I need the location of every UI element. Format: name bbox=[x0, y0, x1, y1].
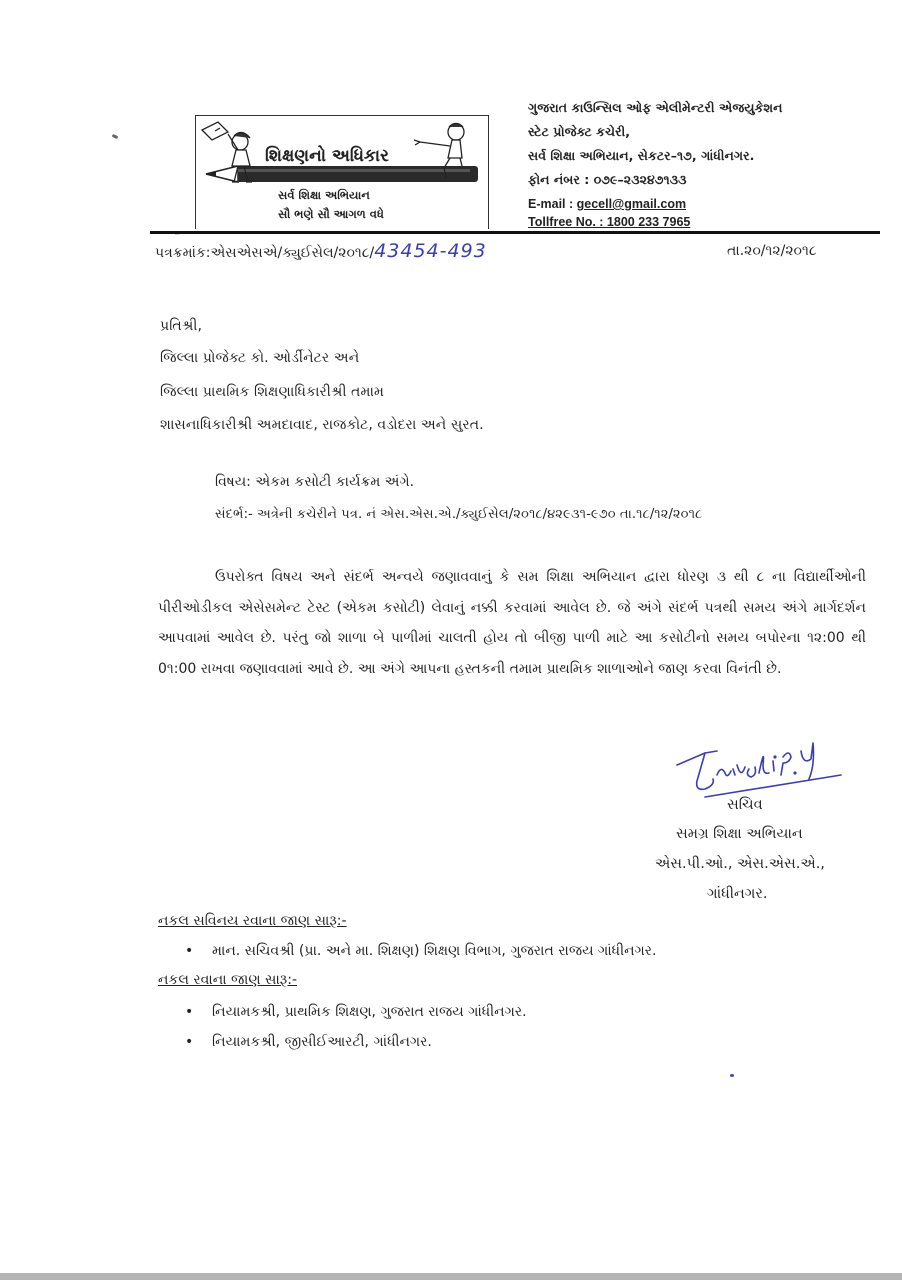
email-link[interactable]: gecell@gmail.com bbox=[576, 197, 687, 211]
subject-line: વિષય: એકમ કસોટી કાર્યક્રમ અંગે. bbox=[215, 474, 415, 490]
signatory-line-3: ગાંધીનગર. bbox=[707, 886, 768, 902]
reference-line: સંદર્ભ:- અત્રેની કચેરીને પત્ર. નં એસ.એસ.એ./ક્યુઈસેલ/૨૦૧૮/૪૨૯૩૧-૯૭૦ તા.૧૮/૧૨/૨૦૧૮ bbox=[215, 507, 703, 522]
header-divider bbox=[150, 231, 880, 234]
org-email bbox=[528, 197, 686, 211]
logo-subtitle: સર્વ શિક્ષા અભિયાન bbox=[278, 188, 370, 202]
reference-number bbox=[155, 240, 487, 262]
org-office: સ્ટેટ પ્રોજેક્ટ કચેરી, bbox=[528, 124, 631, 139]
copy-recipient: નિયામકશ્રી, પ્રાથમિક શિક્ષણ, ગુજરાત રાજય ગાંધીનગર. bbox=[212, 1004, 527, 1020]
scan-edge bbox=[0, 1273, 902, 1280]
copy-recipient: નિયામકશ્રી, જીસીઈઆરટી, ગાંધીનગર. bbox=[212, 1034, 432, 1050]
body-text bbox=[158, 562, 866, 684]
copy-list-item bbox=[185, 943, 656, 959]
bullet-icon: • bbox=[185, 1004, 194, 1020]
letter-date: તા.૨૦/૧૨/૨૦૧૮ bbox=[727, 243, 817, 259]
org-tollfree: Tollfree No. : 1800 233 7965 bbox=[528, 215, 691, 229]
reference-prefix: પત્રક્રમાંક:એસએસએ/ક્યુઈસેલ/૨૦૧૮/ bbox=[155, 245, 375, 261]
addressee-line-3: શાસનાધિકારીશ્રી અમદાવાદ, રાજકોટ, વડોદરા અને સુરત. bbox=[160, 417, 484, 433]
copy-heading-courtesy: નકલ સવિનય રવાના જાણ સારૂ:- bbox=[158, 913, 347, 929]
copy-list-item bbox=[185, 1034, 432, 1050]
bullet-icon: • bbox=[185, 943, 194, 959]
email-label: E-mail : bbox=[528, 197, 577, 211]
signatory-line-2: એસ.પી.ઓ., એસ.એસ.એ., bbox=[655, 856, 825, 872]
copy-heading-info: નકલ રવાના જાણ સારૂ:- bbox=[158, 972, 297, 988]
addressee-line-1: જિલ્લા પ્રોજેક્ટ કો. ઓર્ડીનેટર અને bbox=[160, 350, 360, 366]
copy-list-item bbox=[185, 1004, 527, 1020]
copy-recipient: માન. સચિવશ્રી (પ્રા. અને મા. શિક્ષણ) શિક્ષણ વિભાગ, ગુજરાત રાજય ગાંધીનગર. bbox=[212, 943, 657, 959]
body-paragraph: ઉપરોક્ત વિષય અને સંદર્ભ અન્વયે જણાવવાનું કે સમ શિક્ષા અભિયાન દ્વારા ધોરણ ૩ થી ૮ ના વિદ્યાર્થીઓની પીરીઓડીકલ એસેસમેન્ટ ટેસ્ટ (એકમ કસોટી) લેવાનું નક્કી કરવામાં આવેલ છે. જે અંગે સંદર્ભ પત્રથી સમય અંગે માર્ગદર્શન આપવામાં આવેલ છે. પરંતુ જો શાળા બે પાળીમાં ચાલતી હોય તો બીજી પાળી માટે આ કસોટીનો સમય બપોરના ૧૨:00 થી 0૧:00 રાખવા જણાવવામાં આવે છે. આ અંગે આપના હસ્તકની તમામ પ્રાથમિક શાળાઓને જાણ કરવા વિનંતી છે. bbox=[158, 569, 866, 677]
ink-mark bbox=[730, 1074, 734, 1077]
scan-speck bbox=[112, 134, 119, 139]
logo-title: શિક્ષણનો અધિકાર bbox=[265, 146, 389, 166]
signatory-designation: સચિવ bbox=[727, 797, 763, 813]
addressee-line-2: જિલ્લા પ્રાથમિક શિક્ષણાધિકારીશ્રી તમામ bbox=[160, 384, 384, 400]
org-address: સર્વ શિક્ષા અભિયાન, સેકટર–૧૭, ગાંધીનગર. bbox=[528, 148, 755, 163]
salutation: પ્રતિશ્રી, bbox=[160, 318, 202, 334]
logo-tagline: સૌ ભણે સૌ આગળ વધે bbox=[278, 207, 384, 221]
bullet-icon: • bbox=[185, 1034, 194, 1050]
signature-text: Trivedi P.Y bbox=[175, 235, 180, 236]
handwritten-number: 43454-493 bbox=[374, 240, 487, 262]
org-name: ગુજરાત કાઉન્સિલ ઓફ એલીમેન્ટરી એજયુકેશન bbox=[528, 100, 783, 115]
signatory-line-1: સમગ્ર શિક્ષા અભિયાન bbox=[676, 826, 803, 842]
org-phone: ફોન નંબર : ૦૭૯–૨૩૨૪૭૧૩૩ bbox=[528, 172, 687, 187]
